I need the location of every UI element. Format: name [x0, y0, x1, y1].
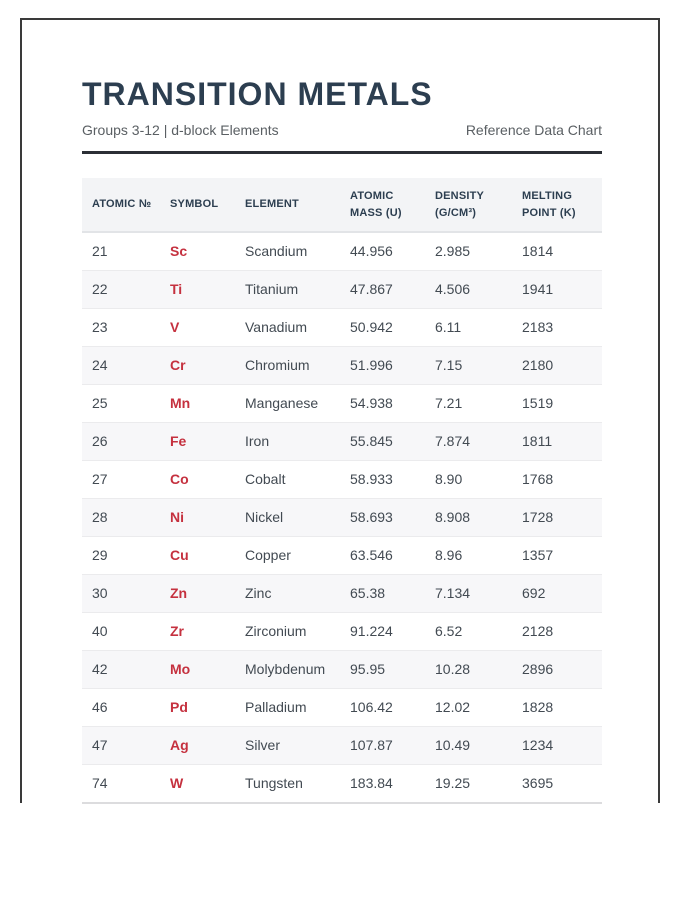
- atomic-mass-cell: 50.942: [340, 309, 425, 347]
- atomic-mass-cell: 55.845: [340, 423, 425, 461]
- melting-point-cell: 2183: [512, 309, 602, 347]
- element-cell: Palladium: [235, 689, 340, 727]
- atomic-number-cell: 42: [82, 651, 160, 689]
- table-row: [82, 232, 602, 271]
- density-cell: 6.52: [425, 613, 512, 651]
- atomic-number-cell: 25: [82, 385, 160, 423]
- symbol-cell: W: [160, 765, 235, 804]
- column-header-element: ELEMENT: [235, 178, 340, 232]
- melting-point-cell: 1768: [512, 461, 602, 499]
- element-cell: Tungsten: [235, 765, 340, 804]
- atomic-mass-cell: 44.956: [340, 232, 425, 271]
- atomic-number-cell: 24: [82, 347, 160, 385]
- melting-point-cell: 2128: [512, 613, 602, 651]
- symbol-cell: Sc: [160, 232, 235, 271]
- element-cell: Nickel: [235, 499, 340, 537]
- symbol-cell: Pd: [160, 689, 235, 727]
- atomic-number-cell: 40: [82, 613, 160, 651]
- symbol-cell: Cu: [160, 537, 235, 575]
- element-cell: Scandium: [235, 232, 340, 271]
- symbol-cell: Ni: [160, 499, 235, 537]
- atomic-mass-cell: 65.38: [340, 575, 425, 613]
- atomic-mass-cell: 63.546: [340, 537, 425, 575]
- atomic-number-cell: 30: [82, 575, 160, 613]
- atomic-number-cell: 26: [82, 423, 160, 461]
- page-title: TRANSITION METALS: [82, 76, 433, 112]
- melting-point-cell: 1828: [512, 689, 602, 727]
- density-cell: 8.908: [425, 499, 512, 537]
- symbol-cell: Mn: [160, 385, 235, 423]
- table-row: [82, 727, 602, 765]
- element-cell: Zinc: [235, 575, 340, 613]
- density-cell: 7.134: [425, 575, 512, 613]
- table-row: [82, 689, 602, 727]
- atomic-number-cell: 29: [82, 537, 160, 575]
- density-cell: 4.506: [425, 271, 512, 309]
- atomic-mass-cell: 183.84: [340, 765, 425, 804]
- table-row: [82, 499, 602, 537]
- column-header-atomic-mass: ATOMIC MASS (U): [340, 178, 425, 232]
- element-cell: Copper: [235, 537, 340, 575]
- column-header-melting-point: MELTING POINT (K): [512, 178, 602, 232]
- atomic-number-cell: 27: [82, 461, 160, 499]
- symbol-cell: Ag: [160, 727, 235, 765]
- atomic-mass-cell: 95.95: [340, 651, 425, 689]
- density-cell: 10.49: [425, 727, 512, 765]
- symbol-cell: Co: [160, 461, 235, 499]
- melting-point-cell: 2180: [512, 347, 602, 385]
- table-row: [82, 271, 602, 309]
- table-header-row: [82, 178, 602, 232]
- table-row: [82, 613, 602, 651]
- subtitle-row: [82, 122, 602, 138]
- atomic-number-cell: 22: [82, 271, 160, 309]
- element-cell: Molybdenum: [235, 651, 340, 689]
- density-cell: 2.985: [425, 232, 512, 271]
- elements-table: [82, 178, 602, 804]
- density-cell: 12.02: [425, 689, 512, 727]
- column-header-density: DENSITY (G/CM³): [425, 178, 512, 232]
- atomic-mass-cell: 91.224: [340, 613, 425, 651]
- element-cell: Iron: [235, 423, 340, 461]
- subtitle-caption: Reference Data Chart: [465, 122, 602, 138]
- subtitle-groups: Groups 3-12 | d-block Elements: [82, 122, 279, 138]
- atomic-number-cell: 28: [82, 499, 160, 537]
- symbol-cell: Mo: [160, 651, 235, 689]
- atomic-number-cell: 47: [82, 727, 160, 765]
- element-cell: Manganese: [235, 385, 340, 423]
- atomic-number-cell: 46: [82, 689, 160, 727]
- atomic-number-cell: 74: [82, 765, 160, 804]
- page-frame: [20, 18, 660, 803]
- table-row: [82, 461, 602, 499]
- table-row: [82, 765, 602, 804]
- density-cell: 7.21: [425, 385, 512, 423]
- element-cell: Titanium: [235, 271, 340, 309]
- atomic-mass-cell: 54.938: [340, 385, 425, 423]
- melting-point-cell: 1357: [512, 537, 602, 575]
- page-content: [22, 76, 658, 804]
- table-row: [82, 651, 602, 689]
- density-cell: 10.28: [425, 651, 512, 689]
- element-cell: Vanadium: [235, 309, 340, 347]
- melting-point-cell: 692: [512, 575, 602, 613]
- atomic-mass-cell: 107.87: [340, 727, 425, 765]
- atomic-mass-cell: 58.693: [340, 499, 425, 537]
- density-cell: 7.874: [425, 423, 512, 461]
- element-cell: Chromium: [235, 347, 340, 385]
- density-cell: 7.15: [425, 347, 512, 385]
- table-header: [82, 178, 602, 232]
- melting-point-cell: 1519: [512, 385, 602, 423]
- atomic-number-cell: 23: [82, 309, 160, 347]
- column-header-symbol: SYMBOL: [160, 178, 235, 232]
- symbol-cell: Zr: [160, 613, 235, 651]
- table-row: [82, 575, 602, 613]
- density-cell: 8.96: [425, 537, 512, 575]
- atomic-mass-cell: 58.933: [340, 461, 425, 499]
- atomic-number-cell: 21: [82, 232, 160, 271]
- melting-point-cell: 2896: [512, 651, 602, 689]
- table-row: [82, 423, 602, 461]
- element-cell: Cobalt: [235, 461, 340, 499]
- atomic-mass-cell: 47.867: [340, 271, 425, 309]
- table-row: [82, 385, 602, 423]
- density-cell: 8.90: [425, 461, 512, 499]
- element-cell: Zirconium: [235, 613, 340, 651]
- melting-point-cell: 3695: [512, 765, 602, 804]
- melting-point-cell: 1728: [512, 499, 602, 537]
- symbol-cell: Cr: [160, 347, 235, 385]
- symbol-cell: Fe: [160, 423, 235, 461]
- density-cell: 19.25: [425, 765, 512, 804]
- symbol-cell: V: [160, 309, 235, 347]
- symbol-cell: Ti: [160, 271, 235, 309]
- atomic-mass-cell: 51.996: [340, 347, 425, 385]
- element-cell: Silver: [235, 727, 340, 765]
- header-divider: [82, 151, 602, 154]
- density-cell: 6.11: [425, 309, 512, 347]
- table-row: [82, 347, 602, 385]
- table-row: [82, 309, 602, 347]
- atomic-mass-cell: 106.42: [340, 689, 425, 727]
- melting-point-cell: 1234: [512, 727, 602, 765]
- column-header-atomic-number: ATOMIC №: [82, 178, 160, 232]
- melting-point-cell: 1814: [512, 232, 602, 271]
- melting-point-cell: 1941: [512, 271, 602, 309]
- symbol-cell: Zn: [160, 575, 235, 613]
- table-row: [82, 537, 602, 575]
- melting-point-cell: 1811: [512, 423, 602, 461]
- table-body: [82, 232, 602, 803]
